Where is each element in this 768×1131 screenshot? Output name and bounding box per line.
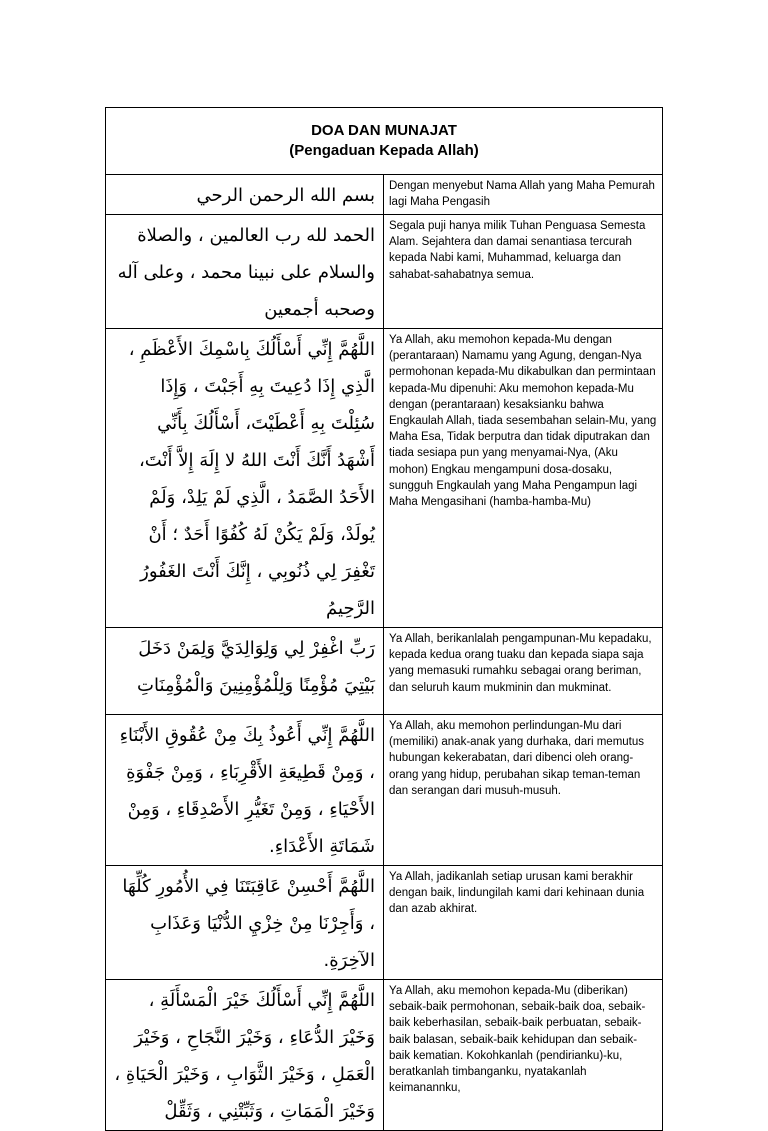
document-subtitle: (Pengaduan Kepada Allah) [289,142,479,159]
arabic-cell [106,866,384,980]
arabic-cell [106,329,384,628]
translation-text: Ya Allah, aku memohon kepada-Mu (diberikan) sebaik-baik permohonan, sebaik-baik doa, sebaik-baik keberhasilan, sebaik-baik perbuatan, sebaik-baik balasan, sebaik-baik kehidupan dan sebaik-baik kematian. Kokohkanlah (pendirianku)-ku, beratkanlah timbanganku, nyatakanlah keimanannku, [389,985,646,1095]
arabic-text: اللَّهُمَّ إِنِّي أَعُوذُ بِكَ مِنْ عُقُوقِ الأَبْنَاءِ ، وَمِنْ قَطِيعَةِ الأَقْرِبَاءِ ، وَمِنْ جَفْوَةِ الأَحْيَاءِ ، وَمِنْ تَغَيُّرِ الأَصْدِقَاءِ ، وَمِنْ شَمَاتَةِ الأَعْدَاءِ. [119,725,375,857]
table-row [106,175,663,215]
arabic-text: بسم الله الرحمن الرحي [196,185,375,206]
translation-text: Ya Allah, jadikanlah setiap urusan kami berakhir dengan baik, lindungilah kami dari kehinaan dunia dan azab akhirat. [389,871,645,916]
table-row [106,715,663,866]
arabic-text: اللَّهُمَّ أَحْسِنْ عَاقِبَتَنَا فِي الأُمُورِ كُلِّهَا ، وَأَجِرْنَا مِنْ خِزْيِ الدُّنْيَا وَعَذَابِ الآخِرَةِ. [122,876,375,971]
translation-text: Segala puji hanya milik Tuhan Penguasa Semesta Alam. Sejahtera dan damai senantiasa tercurah kepada Nabi kami, Muhammad, keluarga dan sahabat-sahabatnya semua. [389,220,646,281]
translation-cell [384,715,663,866]
arabic-cell [106,715,384,866]
translation-text: Ya Allah, aku memohon perlindungan-Mu dari (memiliki) anak-anak yang durhaka, dari memutus hubungan kekerabatan, dari dibenci oleh orang-orang yang hidup, perubahan sikap teman-teman dan serangan dari musuh-musuh. [389,720,645,797]
translation-cell [384,628,663,715]
translation-cell [384,866,663,980]
arabic-cell [106,628,384,715]
arabic-cell [106,980,384,1131]
translation-cell [384,980,663,1131]
table-row [106,980,663,1131]
arabic-cell [106,175,384,215]
document-title: DOA DAN MUNAJAT [311,122,457,139]
translation-text: Ya Allah, aku memohon kepada-Mu dengan (perantaraan) Namamu yang Agung, dengan-Nya permohonan kepada-Mu dikabulkan dan permintaan kepada-Mu dipenuhi: Aku memohon kepada-Mu dengan (perantaraan) kesaksianku bahwa Engkaulah Allah, tiada sesembahan selain-Mu, yang Maha Esa, Tidak berputra dan tidak diputrakan dan tiada sesiapa pun yang menyamai-Nya, (Aku mohon) Engkau mengampuni dosa-dosaku, sungguh Engkaulah yang Maha Pengampun lagi Maha Mengasihani (hamba-hamba-Mu) [389,334,657,509]
translation-cell [384,329,663,628]
translation-text: Dengan menyebut Nama Allah yang Maha Pemurah lagi Maha Pengasih [389,180,655,209]
arabic-text: رَبِّ اغْفِرْ لِي وَلِوَالِدَيَّ وَلِمَنْ دَخَلَ بَيْتِيَ مُؤْمِنًا وَلِلْمُؤْمِنِينَ وَالْمُؤْمِنَاتِ [137,638,375,696]
table-row [106,628,663,715]
translation-cell [384,175,663,215]
table-row [106,329,663,628]
translation-text: Ya Allah, berikanlalah pengampunan-Mu kepadaku, kepada kedua orang tuaku dan kepada siapa saja yang memasuki rumahku sebagai orang beriman, dan seluruh kaum mukminin dan mukminat. [389,633,652,694]
translation-cell [384,215,663,329]
arabic-text: الحمد لله رب العالمين ، والصلاة والسلام على نبينا محمد ، وعلى آله وصحبه أجمعين [117,225,375,320]
table-row [106,215,663,329]
table-header-row [106,108,663,175]
arabic-cell [106,215,384,329]
doa-table [105,107,663,1131]
arabic-text: اللَّهُمَّ إِنِّي أَسْأَلُكَ خَيْرَ الْمَسْأَلَةِ ، وَخَيْرَ الدُّعَاءِ ، وَخَيْرَ النَّجَاحِ ، وَخَيْرَ الْعَمَلِ ، وَخَيْرَ الثَّوَابِ ، وَخَيْرَ الْحَيَاةِ ، وَخَيْرَ الْمَمَاتِ ، وَثَبِّتْنِي ، وَثَقِّلْ [114,990,375,1122]
arabic-text: اللَّهُمَّ إِنِّي أَسْأَلُكَ بِاسْمِكَ الأَعْظَمِ ، الَّذِي إِذَا دُعِيتَ بِهِ أَجَبْتَ ، وَإِذَا سُئِلْتَ بِهِ أَعْطَيْتَ، أَسْأَلُكَ بِأَنِّي أَشْهَدُ أَنَّكَ أَنْتَ اللهُ لا إِلَهَ إِلاَّ أَنْتَ، الأَحَدُ الصَّمَدُ ، الَّذِي لَمْ يَلِدْ، وَلَمْ يُولَدْ، وَلَمْ يَكُنْ لَهُ كُفُوًا أَحَدٌ ؛ أَنْ تَغْفِرَ لِي ذُنُوبِي ، إِنَّكَ أَنْتَ الغَفُورُ الرَّحِيمُ [128,339,375,619]
table-header-cell [106,108,663,175]
table-row [106,866,663,980]
